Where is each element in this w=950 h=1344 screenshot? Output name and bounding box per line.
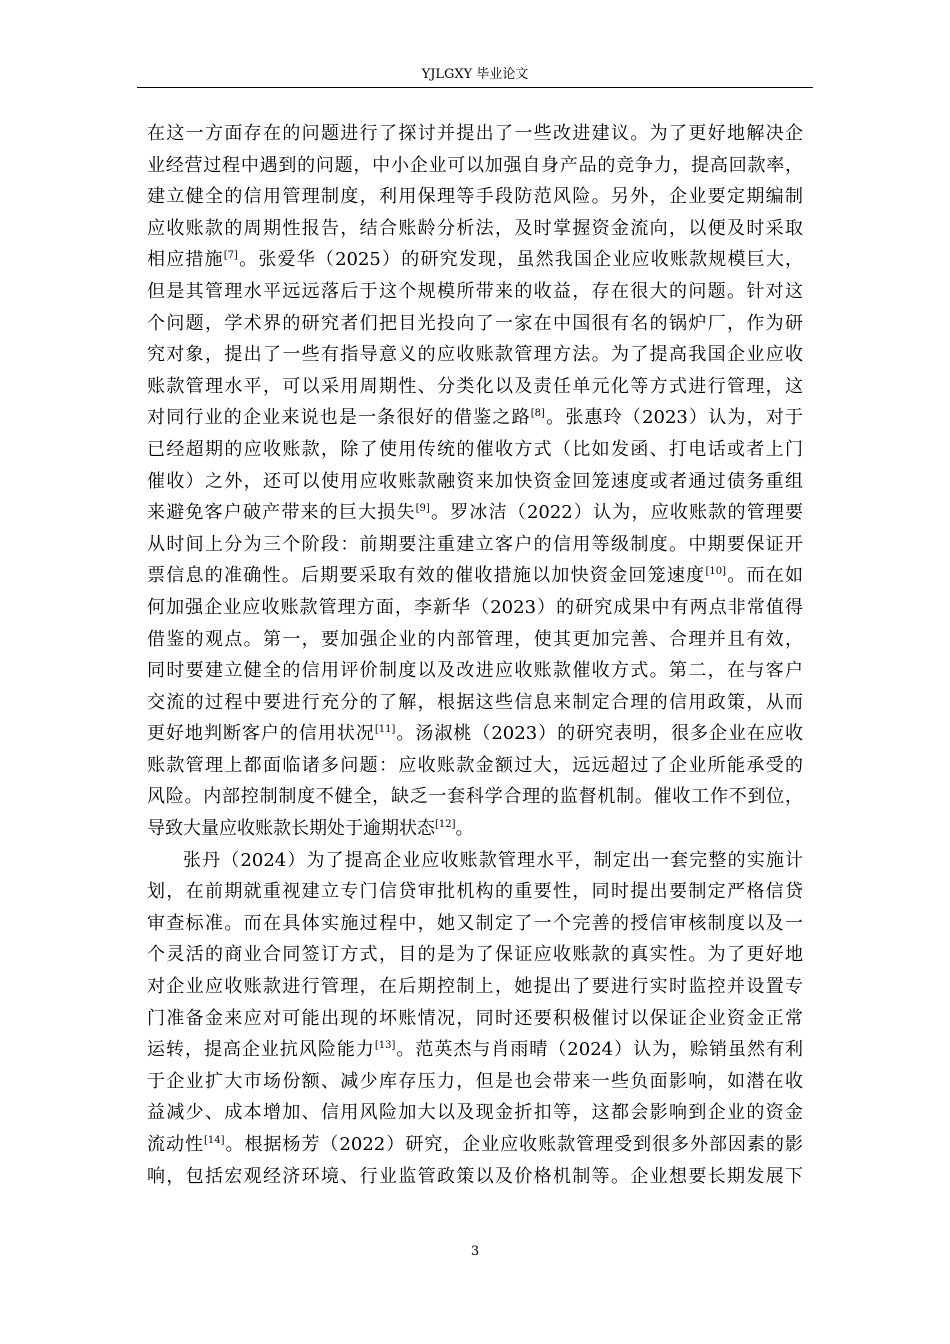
text-line bbox=[147, 971, 803, 1003]
line-text: 益减少、成本增加、信用风险加大以及现金折扣等，这都会影响到企业的资金 bbox=[147, 1102, 803, 1124]
text-line bbox=[147, 1161, 803, 1193]
line-text: 导致大量应收账款长期处于逾期状态 bbox=[147, 818, 435, 840]
text-line bbox=[147, 434, 803, 466]
text-line bbox=[147, 908, 803, 940]
text-line bbox=[147, 497, 803, 529]
line-text: 已经超期的应收账款，除了使用传统的催收方式（比如发函、打电话或者上门 bbox=[147, 438, 803, 460]
line-text: 究对象，提出了一些有指导意义的应收账款管理方法。为了提高我国企业应收 bbox=[147, 344, 803, 366]
line-text: 业经营过程中遇到的问题，中小企业可以加强自身产品的竞争力，提高回款率， bbox=[147, 154, 803, 176]
line-text: 划，在前期就重视建立专门信贷审批机构的重要性，同时提出要制定严格信贷 bbox=[147, 881, 803, 903]
line-text: 账款管理上都面临诸多问题：应收账款金额过大，远远超过了企业所能承受的 bbox=[147, 754, 803, 776]
text-line bbox=[147, 181, 803, 213]
text-line bbox=[147, 687, 803, 719]
text-line bbox=[147, 1034, 803, 1066]
citation-marker: [14] bbox=[203, 1135, 225, 1146]
line-text: 来避免客户破产带来的巨大损失 bbox=[147, 502, 416, 524]
text-line bbox=[147, 466, 803, 498]
text-line bbox=[147, 1003, 803, 1035]
line-text-tail: 。张爱华（2025）的研究发现，虽然我国企业应收账款规模巨大， bbox=[237, 249, 803, 271]
line-text: 在这一方面存在的问题进行了探讨并提出了一些改进建议。为了更好地解决企 bbox=[147, 123, 803, 144]
text-line bbox=[147, 1097, 803, 1129]
line-text: 运转，提高企业抗风险能力 bbox=[147, 1039, 375, 1061]
text-line bbox=[147, 213, 803, 245]
citation-marker: [10] bbox=[705, 566, 726, 578]
body-text bbox=[147, 118, 803, 1192]
text-line bbox=[147, 402, 803, 434]
line-text: 更好地判断客户的信用状况 bbox=[147, 723, 375, 745]
line-text-tail: 。而在如 bbox=[725, 565, 803, 587]
line-text: 催收）之外，还可以使用应收账款融资来加快资金回笼速度或者通过债务重组 bbox=[147, 470, 803, 492]
text-line bbox=[147, 718, 803, 750]
text-line bbox=[147, 339, 803, 371]
line-text: 何加强企业应收账款管理方面，李新华（2023）的研究成果中有两点非常值得 bbox=[147, 596, 803, 618]
text-line bbox=[147, 560, 803, 592]
line-text-tail: 。根据杨芳（2022）研究，企业应收账款管理受到很多外部因素的影 bbox=[224, 1134, 803, 1155]
line-text: 交流的过程中要进行充分的了解，根据这些信息来制定合理的信用政策，从而 bbox=[147, 691, 803, 713]
text-line bbox=[147, 655, 803, 687]
line-text: 建立健全的信用管理制度，利用保理等手段防范风险。另外，企业要定期编制 bbox=[147, 186, 803, 208]
line-text: 风险。内部控制制度不健全，缺乏一套科学合理的监督机制。催收工作不到位， bbox=[147, 786, 803, 808]
text-line bbox=[147, 845, 803, 877]
line-text: 流动性 bbox=[147, 1134, 204, 1155]
citation-marker: [12] bbox=[435, 819, 456, 831]
line-text: 但是其管理水平远远落后于这个规模所带来的收益，存在很大的问题。针对这 bbox=[147, 280, 803, 302]
text-line bbox=[147, 150, 803, 182]
text-line bbox=[147, 529, 803, 561]
line-text: 从时间上分为三个阶段：前期要注重建立客户的信用等级制度。中期要保证开 bbox=[147, 533, 803, 555]
text-line bbox=[147, 781, 803, 813]
text-line bbox=[147, 592, 803, 624]
line-text-tail: 。 bbox=[455, 818, 474, 840]
text-line bbox=[147, 750, 803, 782]
text-line bbox=[147, 118, 803, 150]
text-line bbox=[147, 276, 803, 308]
line-text-tail: 。范英杰与肖雨晴（2024）认为，赊销虽然有利 bbox=[395, 1039, 803, 1061]
text-line bbox=[147, 371, 803, 403]
header-divider bbox=[137, 87, 813, 88]
citation-marker: [7] bbox=[223, 250, 238, 262]
line-text: 于企业扩大市场份额、减少库存压力，但是也会带来一些负面影响，如潜在收 bbox=[147, 1070, 803, 1092]
line-text-tail: 。汤淑桃（2023）的研究表明，很多企业在应收 bbox=[395, 723, 803, 745]
text-line bbox=[147, 244, 803, 276]
text-line bbox=[147, 1066, 803, 1098]
page-number: 3 bbox=[470, 1244, 480, 1259]
line-text: 票信息的准确性。后期要采取有效的催收措施以加快资金回笼速度 bbox=[147, 565, 706, 587]
text-line bbox=[147, 1129, 803, 1161]
line-text: 应收账款的周期性报告，结合账龄分析法，及时掌握资金流向，以便及时采取 bbox=[147, 217, 803, 239]
citation-marker: [9] bbox=[415, 503, 430, 515]
text-line bbox=[147, 308, 803, 340]
line-text: 门准备金来应对可能出现的坏账情况，同时还要积极催讨以保证企业资金正常 bbox=[147, 1007, 803, 1029]
citation-marker: [8] bbox=[530, 408, 545, 420]
line-text: 个灵活的商业合同签订方式，目的是为了保证应收账款的真实性。为了更好地 bbox=[147, 944, 803, 966]
text-line bbox=[147, 876, 803, 908]
line-text-tail: 。张惠玲（2023）认为，对于 bbox=[544, 407, 803, 429]
line-text: 对企业应收账款进行管理，在后期控制上，她提出了要进行实时监控并设置专 bbox=[147, 976, 803, 998]
line-text: 响，包括宏观经济环境、行业监管政策以及价格机制等。企业想要长期发展下 bbox=[147, 1165, 803, 1187]
text-line bbox=[147, 939, 803, 971]
line-text: 借鉴的观点。第一，要加强企业的内部管理，使其更加完善、合理并且有效， bbox=[147, 628, 803, 650]
line-text: 个问题，学术界的研究者们把目光投向了一家在中国很有名的锅炉厂，作为研 bbox=[147, 312, 803, 334]
line-text: 账款管理水平，可以采用周期性、分类化以及责任单元化等方式进行管理，这 bbox=[147, 375, 803, 397]
line-text-tail: 。罗冰洁（2022）认为，应收账款的管理要 bbox=[429, 502, 803, 524]
citation-marker: [11] bbox=[374, 724, 396, 736]
line-text: 张丹（2024）为了提高企业应收账款管理水平，制定出一套完整的实施计 bbox=[183, 849, 803, 871]
line-text: 同时要建立健全的信用评价制度以及改进应收账款催收方式。第二，在与客户 bbox=[147, 660, 803, 682]
citation-marker: [13] bbox=[374, 1040, 396, 1052]
line-text: 对同行业的企业来说也是一条很好的借鉴之路 bbox=[147, 407, 531, 429]
line-text: 相应措施 bbox=[147, 249, 224, 271]
text-line bbox=[147, 624, 803, 656]
text-line bbox=[147, 813, 803, 845]
line-text: 审查标准。而在具体实施过程中，她又制定了一个完善的授信审核制度以及一 bbox=[147, 912, 803, 934]
running-header: YJLGXY 毕业论文 bbox=[421, 67, 529, 82]
